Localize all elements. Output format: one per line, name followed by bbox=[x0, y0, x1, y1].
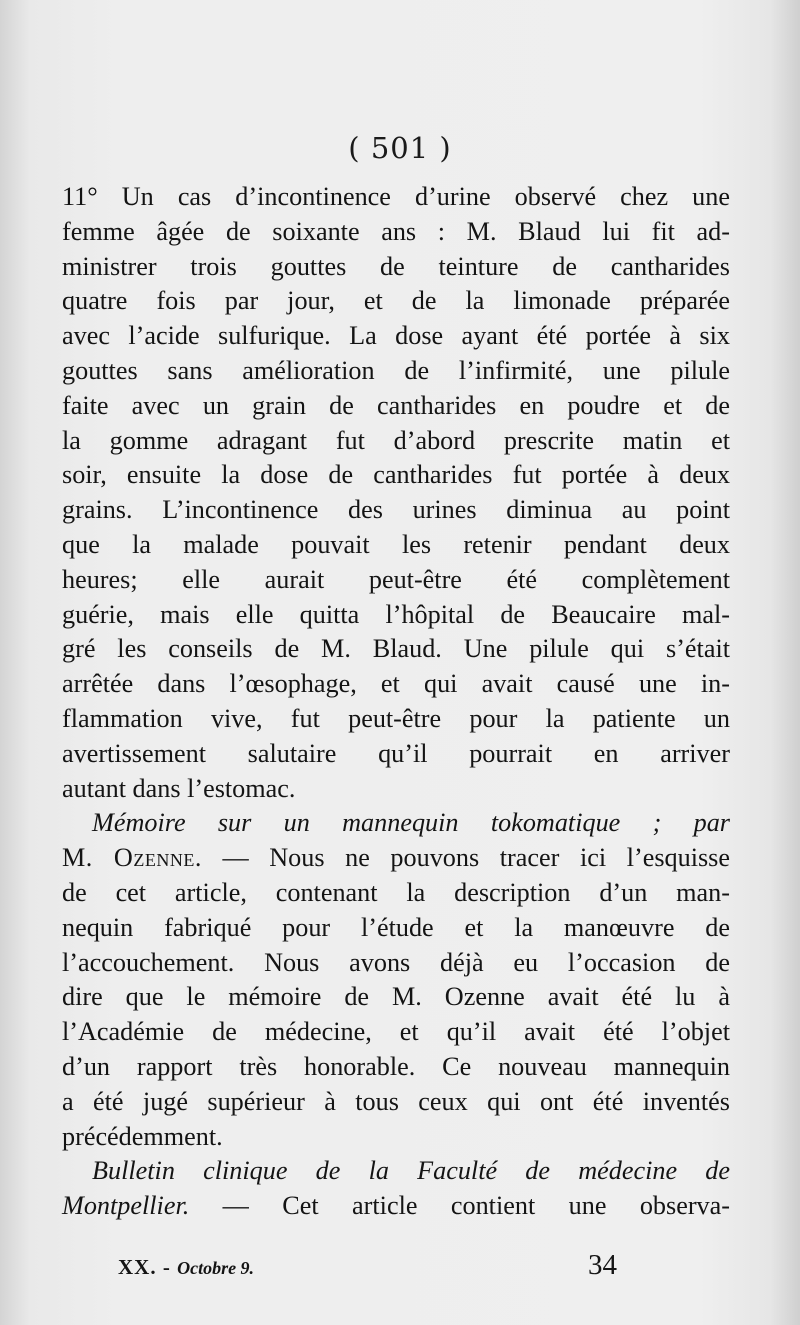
paragraph-ozenne-mannequin bbox=[62, 806, 730, 1154]
text-line: avertissement salutaire qu’il pourrait en arriver bbox=[62, 738, 730, 768]
paragraph-incontinence-case bbox=[62, 180, 730, 806]
text-line: a été jugé supérieur à tous ceux qui ont été inventés bbox=[62, 1086, 730, 1116]
text-line: nequin fabriqué pour l’étude et la manœuvre de bbox=[62, 912, 730, 942]
text-line: d’un rapport très honorable. Ce nouveau mannequin bbox=[62, 1051, 730, 1081]
text-line: heures; elle aurait peut-être été complètement bbox=[62, 564, 730, 594]
text-line: la gomme adragant fut d’abord prescrite matin et bbox=[62, 425, 730, 455]
text-line: femme âgée de soixante ans : M. Blaud lui fit ad- bbox=[62, 216, 730, 246]
text-line: que la malade pouvait les retenir pendant deux bbox=[62, 529, 730, 559]
text-span: — Nous ne pouvons tracer ici l’esquisse bbox=[201, 843, 730, 873]
article-title: Mémoire sur un mannequin tokomatique ; par bbox=[92, 808, 730, 838]
article-title-end: Montpellier. bbox=[62, 1191, 190, 1221]
text-line: arrêtée dans l’œsophage, et qui avait causé une in- bbox=[62, 669, 730, 699]
text-span: — Cet article contient une observa- bbox=[189, 1191, 730, 1221]
text-line bbox=[62, 1189, 730, 1224]
paragraph-montpellier-bulletin bbox=[62, 1154, 730, 1224]
text-line: de cet article, contenant la description d’un man- bbox=[62, 877, 730, 907]
text-line: 11° Un cas d’incontinence d’urine observé chez une bbox=[62, 182, 730, 211]
body-text bbox=[62, 180, 730, 1224]
signature-volume: XX. - bbox=[118, 1255, 171, 1279]
text-line bbox=[62, 841, 730, 876]
author-name: M. Ozenne. bbox=[62, 843, 202, 873]
text-line: dire que le mémoire de M. Ozenne avait été lu à bbox=[62, 982, 730, 1012]
text-line: guérie, mais elle quitta l’hôpital de Beaucaire mal- bbox=[62, 599, 730, 629]
signature-month: Octobre 9. bbox=[177, 1258, 255, 1278]
text-line: ministrer trois gouttes de teinture de cantharides bbox=[62, 251, 730, 281]
text-line: gré les conseils de M. Blaud. Une pilule qui s’était bbox=[62, 634, 730, 664]
sheet-number: 34 bbox=[588, 1249, 617, 1281]
text-line: soir, ensuite la dose de cantharides fut portée à deux bbox=[62, 460, 730, 490]
text-line: faite avec un grain de cantharides en poudre et de bbox=[62, 390, 730, 420]
text-line: flammation vive, fut peut-être pour la patiente un bbox=[62, 703, 730, 733]
text-line: gouttes sans amélioration de l’infirmité, une pilule bbox=[62, 355, 730, 385]
printer-signature bbox=[118, 1255, 254, 1279]
text-line: l’Académie de médecine, et qu’il avait été l’objet bbox=[62, 1017, 730, 1047]
page-number: ( 501 ) bbox=[348, 131, 452, 165]
text-line: avec l’acide sulfurique. La dose ayant été portée à six bbox=[62, 321, 730, 351]
article-title: Bulletin clinique de la Faculté de médecine de bbox=[92, 1156, 730, 1186]
text-line: autant dans l’estomac. bbox=[62, 773, 296, 803]
text-line: quatre fois par jour, et de la limonade préparée bbox=[62, 286, 730, 316]
text-line: l’accouchement. Nous avons déjà eu l’occasion de bbox=[62, 947, 730, 977]
text-line: précédemment. bbox=[62, 1121, 223, 1151]
text-line: grains. L’incontinence des urines diminua au point bbox=[62, 495, 730, 525]
page-footer bbox=[118, 1249, 617, 1281]
